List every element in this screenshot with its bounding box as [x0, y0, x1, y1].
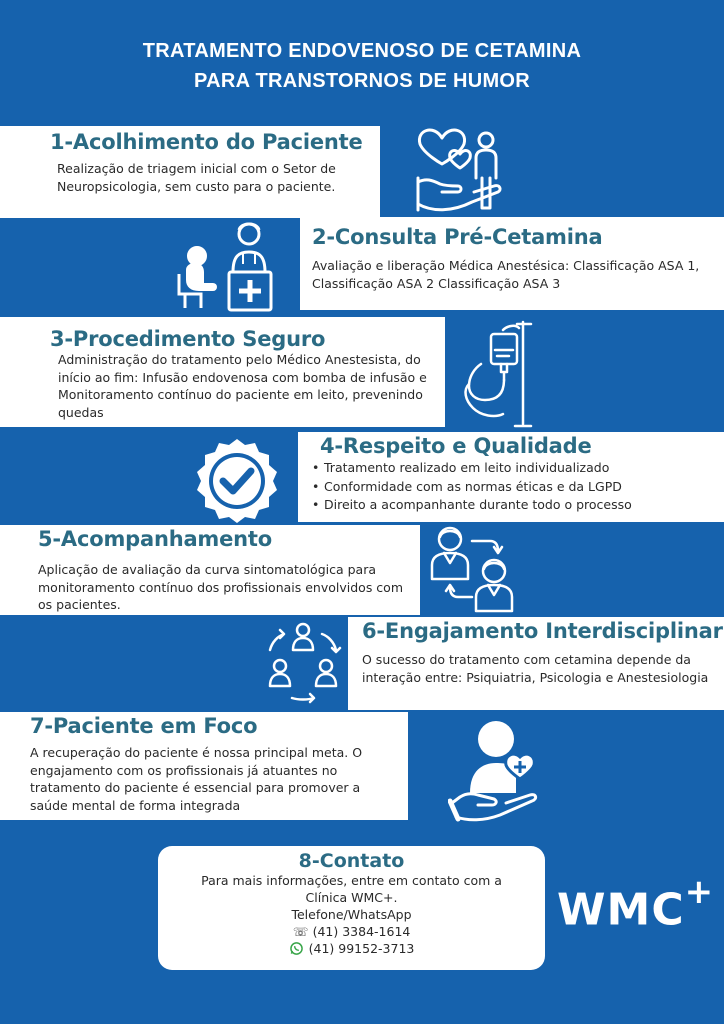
step-1-title: 1-Acolhimento do Paciente [50, 130, 363, 154]
doctor-consultation-icon [175, 220, 280, 312]
contact-title: 8-Contato [298, 850, 405, 872]
step-6-text: O sucesso do tratamento com cetamina depende da interação entre: Psiquiatria, Psicologia e Anestesiologia [362, 652, 709, 685]
whatsapp-icon [289, 940, 305, 957]
quality-badge-check-icon [193, 437, 281, 525]
step-1-panel [0, 126, 380, 218]
contact-text-line-2: Clínica WMC+. [305, 890, 398, 905]
step-4-panel [298, 432, 724, 522]
step-4-bullet-1: • Tratamento realizado em leito individualizado [312, 459, 724, 478]
step-1-text: Realização de triagem inicial com o Setor de Neuropsicologia, sem custo para o paciente. [57, 161, 336, 194]
team-cycle-icon [262, 620, 344, 704]
patient-care-hand-icon [448, 717, 544, 823]
contact-label: Telefone/WhatsApp [291, 907, 412, 922]
step-6-title: 6-Engajamento Interdisciplinar [362, 619, 723, 643]
title-line-2: PARA TRANSTORNOS DE HUMOR [193, 70, 531, 92]
step-4-bullet-2: • Conformidade com as normas éticas e da LGPD [312, 478, 724, 497]
step-4-title: 4-Respeito e Qualidade [320, 434, 592, 458]
step-7-title: 7-Paciente em Foco [30, 714, 258, 738]
title-line-1: TRATAMENTO ENDOVENOSO DE CETAMINA [142, 40, 582, 62]
contact-phone[interactable]: (41) 3384-1614 [312, 924, 411, 939]
step-5-text: Aplicação de avaliação da curva sintomatológica para monitoramento contínuo dos profissionais envolvidos com os pacientes. [38, 562, 404, 612]
step-7-panel [0, 712, 408, 820]
step-2-panel [300, 217, 724, 310]
step-2-text: Avaliação e liberação Médica Anestésica: Classificação ASA 1, Classificação ASA 2 Classificação ASA 3 [312, 258, 700, 291]
step-5-panel [0, 525, 420, 615]
step-4-bullet-3: • Direito a acompanhante durante todo o processo [312, 496, 724, 515]
step-5-title: 5-Acompanhamento [38, 527, 272, 551]
step-7-text: A recuperação do paciente é nossa principal meta. O engajamento com os profissionais já atuantes no tratamento do paciente é essencial para promover a saúde mental de forma integrada [30, 745, 363, 813]
heart-hand-care-icon [412, 120, 506, 215]
contact-whatsapp[interactable]: (41) 99152-3713 [308, 941, 415, 956]
contact-whatsapp-row[interactable] [158, 940, 545, 957]
step-3-title: 3-Procedimento Seguro [50, 327, 326, 351]
contact-panel [158, 846, 545, 970]
step-6-panel [348, 617, 724, 710]
contact-phone-row[interactable] [158, 923, 545, 940]
step-2-title: 2-Consulta Pré-Cetamina [312, 225, 603, 249]
step-3-panel [0, 317, 445, 427]
contact-text-line-1: Para mais informações, entre em contato com a [201, 873, 502, 888]
step-3-text: Administração do tratamento pelo Médico Anestesista, do início ao fim: Infusão endovenosa com bomba de infusão e Monitoramento contínuo do paciente em leito, prevenindo quedas [58, 352, 427, 420]
logo-text: WMC [557, 884, 685, 936]
telephone-icon: ☏ [292, 924, 309, 939]
iv-drip-icon [455, 318, 545, 428]
wmc-logo [557, 872, 715, 936]
people-exchange-icon [428, 523, 520, 615]
logo-plus: + [684, 872, 715, 912]
step-4-list [312, 459, 724, 515]
page-title [0, 36, 724, 96]
